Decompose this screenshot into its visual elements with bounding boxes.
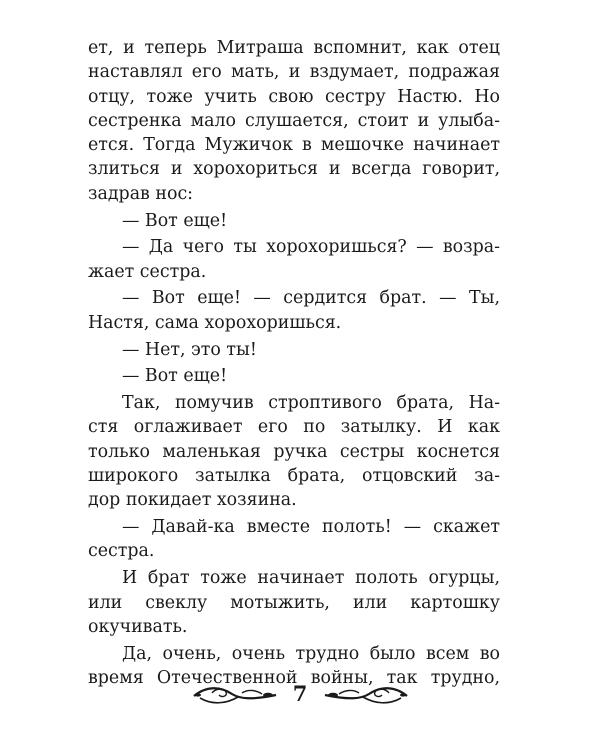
text-line: злиться и хорохориться и всегда говорит,	[88, 159, 500, 180]
dialogue-line: — Вот еще!	[122, 366, 228, 387]
dialogue-line: — Давай-ка вместе полоть! — скажет	[122, 517, 500, 538]
paragraph-start: И брат тоже начинает полоть огурцы,	[122, 568, 500, 589]
text-line: или свеклу мотыжить, или картошку	[88, 592, 500, 613]
dialogue-line: — Вот еще!	[122, 210, 228, 231]
body-text	[88, 36, 500, 690]
text-line: окучивать.	[88, 616, 188, 637]
text-line: время Отечественной войны, так трудно,	[88, 667, 500, 688]
text-line: отцу, тоже учить свою сестру Настю. Но	[88, 86, 500, 107]
text-line: стя оглаживает его по затылку. И как	[88, 417, 500, 438]
text-line: ет, и теперь Митраша вспомнит, как отец	[88, 38, 500, 58]
dialogue-line: — Да чего ты хорохоришься? — возра-	[122, 237, 500, 258]
page-footer	[0, 676, 600, 716]
paragraph-start: Так, помучив строптивого брата, На-	[122, 393, 500, 414]
text-line: Настя, сама хорохоришься.	[88, 312, 342, 333]
text-line: сестренка мало слушается, стоит и улыба-	[88, 110, 500, 131]
flourish-right-icon	[323, 684, 409, 711]
flourish-left-icon	[192, 684, 278, 711]
text-line: дор покидает хозяина.	[88, 490, 297, 511]
dialogue-line: — Нет, это ты!	[122, 339, 257, 360]
paragraph-start: Да, очень, очень трудно было всем во	[122, 643, 500, 664]
text-line: ется. Тогда Мужичок в мешочке начинает	[88, 135, 500, 156]
text-line: жает сестра.	[88, 261, 207, 282]
text-line: задрав нос:	[88, 183, 194, 204]
dialogue-line: — Вот еще! — сердится брат. — Ты,	[122, 288, 500, 309]
text-line: широкого затылка брата, отцовский за-	[88, 466, 500, 487]
text-line: сестра.	[88, 541, 155, 562]
text-line: только маленькая ручка сестры коснется	[88, 441, 500, 462]
page-number: 7	[292, 681, 308, 706]
text-line: наставлял его мать, и вздумает, подражая	[88, 62, 500, 83]
